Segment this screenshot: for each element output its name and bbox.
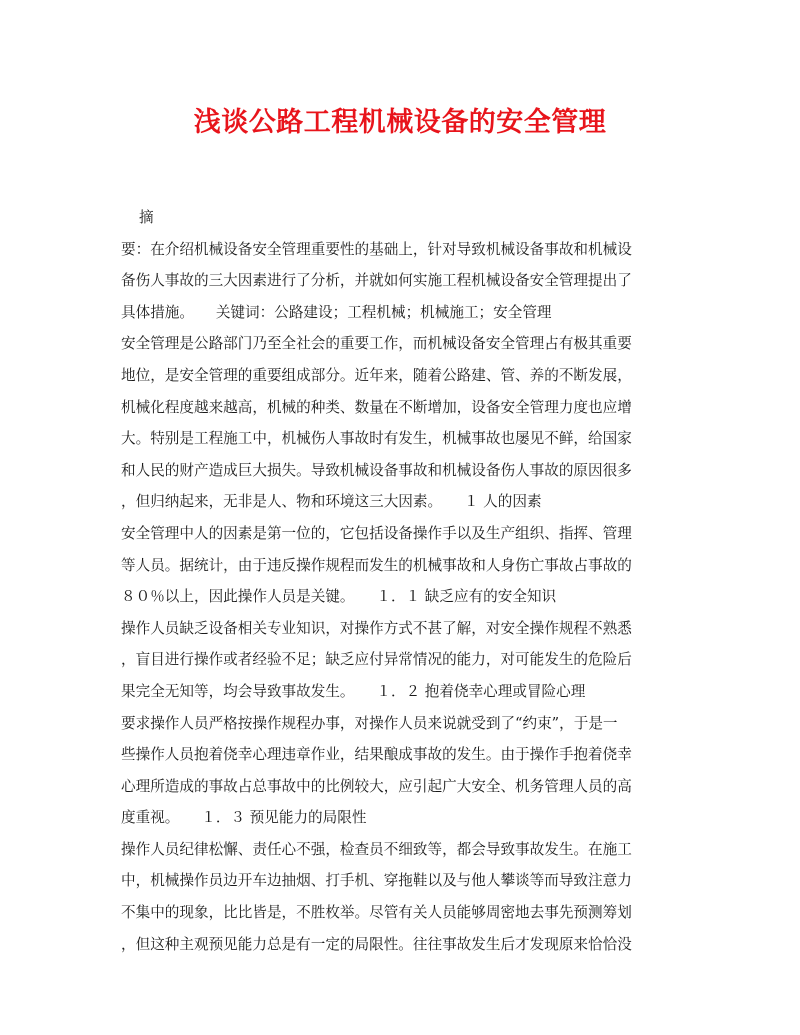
text-line: 要：在介绍机械设备安全管理重要性的基础上，针对导致机械设备事故和机械设 <box>121 240 632 258</box>
text-line: 些操作人员抱着侥幸心理违章作业，结果酿成事故的发生。由于操作手抱着侥幸 <box>121 746 632 764</box>
text-line: 机械化程度越来越高，机械的种类、数量在不断增加，设备安全管理力度也应增 <box>121 398 632 416</box>
text-line: 具体措施。 关键词：公路建设；工程机械；机械施工；安全管理 <box>121 303 552 321</box>
text-line: 中，机械操作员边开车边抽烟、打手机、穿拖鞋以及与他人攀谈等而导致注意力 <box>121 872 632 890</box>
text-line: 和人民的财产造成巨大损失。导致机械设备事故和机械设备伤人事故的原因很多 <box>121 461 632 479</box>
text-line: 安全管理中人的因素是第一位的，它包括设备操作手以及生产组织、指挥、管理 <box>121 524 632 542</box>
text-line: ，但归纳起来，无非是人、物和环境这三大因素。 １ 人的因素 <box>121 493 542 511</box>
text-line: 要求操作人员严格按操作规程办事，对操作人员来说就受到了“约束”，于是一 <box>121 714 618 732</box>
text-line: 果完全无知等，均会导致事故发生。 １．２ 抱着侥幸心理或冒险心理 <box>121 682 586 700</box>
text-line: 等人员。据统计，由于违反操作规程而发生的机械事故和人身伤亡事故占事故的 <box>121 556 632 574</box>
text-line: 操作人员纪律松懈、责任心不强，检查员不细致等，都会导致事故发生。在施工 <box>121 840 632 858</box>
text-line: ，但这种主观预见能力总是有一定的局限性。往往事故发生后才发现原来恰恰没 <box>121 935 632 953</box>
document-title: 浅谈公路工程机械设备的安全管理 <box>193 107 607 138</box>
text-line: 备伤人事故的三大因素进行了分析，并就如何实施工程机械设备安全管理提出了 <box>121 272 632 290</box>
text-line: 心理所造成的事故占总事故中的比例较大，应引起广大安全、机务管理人员的高 <box>121 777 632 795</box>
text-line: 不集中的现象，比比皆是，不胜枚举。尽管有关人员能够周密地去事先预测筹划 <box>121 904 632 922</box>
text-line: 安全管理是公路部门乃至全社会的重要工作，而机械设备安全管理占有极其重要 <box>121 335 632 353</box>
text-line: 摘 <box>139 209 154 226</box>
document-body <box>121 202 681 960</box>
text-line: 大。特别是工程施工中，机械伤人事故时有发生，机械事故也屡见不鲜，给国家 <box>121 430 632 448</box>
text-line: 操作人员缺乏设备相关专业知识，对操作方式不甚了解，对安全操作规程不熟悉 <box>121 619 632 637</box>
text-line: 地位，是安全管理的重要组成部分。近年来，随着公路建、管、养的不断发展， <box>121 366 632 384</box>
text-line: 度重视。 １．３ 预见能力的局限性 <box>121 809 367 827</box>
text-line: ８０％以上，因此操作人员是关键。 １．１ 缺乏应有的安全知识 <box>121 588 557 606</box>
text-line: ，盲目进行操作或者经验不足；缺乏应付异常情况的能力，对可能发生的危险后 <box>121 651 632 669</box>
